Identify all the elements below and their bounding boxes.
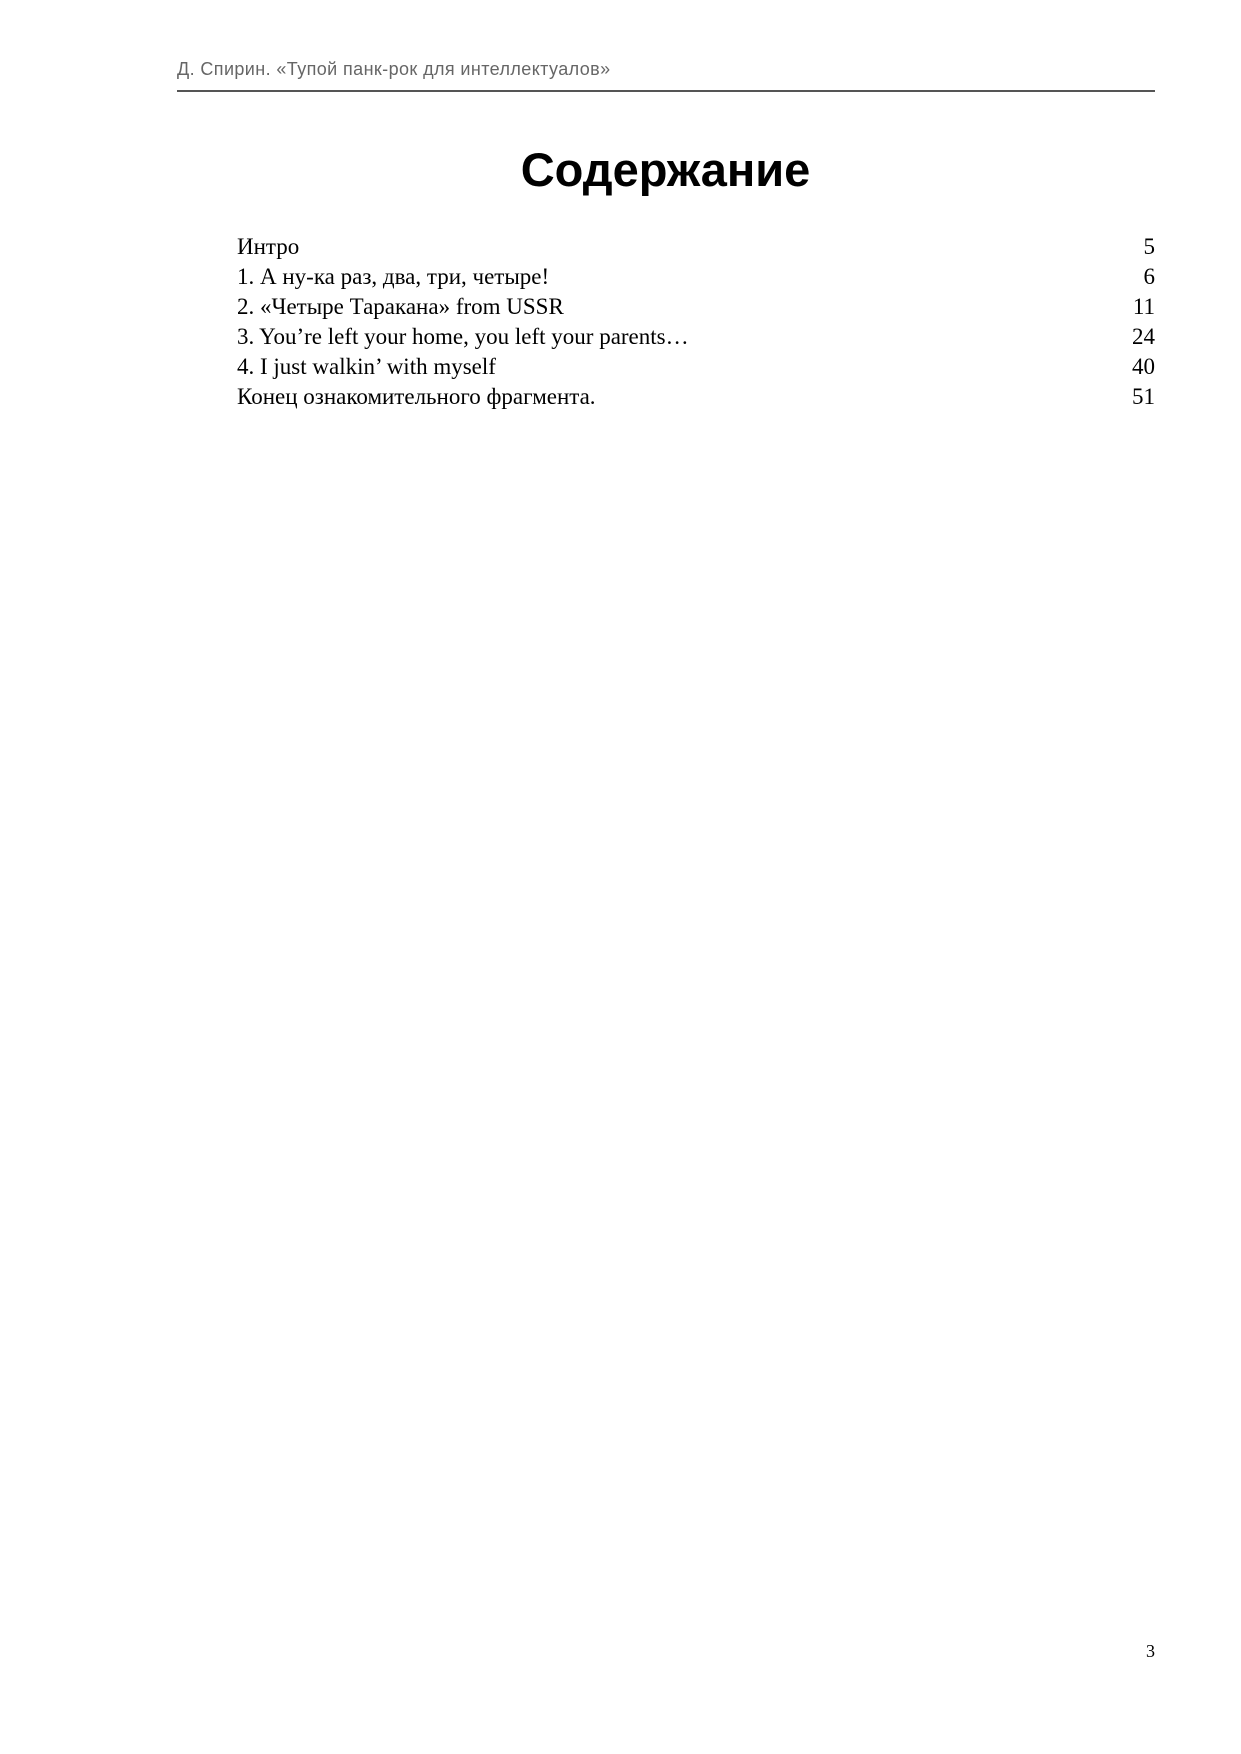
toc-item-label: 2. «Четыре Таракана» from USSR [237, 294, 564, 319]
toc-item-label: 3. You’re left your home, you left your parents… [237, 324, 689, 349]
toc-item-label: Конец ознакомительного фрагмента. [237, 384, 596, 409]
toc-item-intro[interactable] [237, 232, 1155, 262]
toc-item-chapter-3[interactable] [237, 322, 1155, 352]
toc-item-page: 5 [1143, 234, 1155, 259]
toc-item-chapter-1[interactable] [237, 262, 1155, 292]
toc-item-page: 51 [1132, 384, 1155, 409]
toc-item-page: 24 [1132, 324, 1155, 349]
toc-item-page: 40 [1132, 354, 1155, 379]
running-header-title: Д. Спирин. «Тупой панк-рок для интеллектуалов» [177, 59, 611, 79]
toc-item-chapter-4[interactable] [237, 352, 1155, 382]
toc-list [237, 232, 1155, 412]
page-number: 3 [1146, 1641, 1155, 1661]
toc-item-label: Интро [237, 234, 300, 259]
running-header [177, 56, 1155, 92]
toc-item-label: 4. I just walkin’ with myself [237, 354, 496, 379]
toc-item-page: 11 [1132, 294, 1155, 319]
toc-item-page: 6 [1143, 264, 1155, 289]
toc-item-end-of-fragment[interactable] [237, 382, 1155, 412]
toc-item-label: 1. А ну-ка раз, два, три, четыре! [237, 264, 550, 289]
toc-title: Содержание [520, 143, 811, 196]
toc-item-chapter-2[interactable] [237, 292, 1155, 322]
